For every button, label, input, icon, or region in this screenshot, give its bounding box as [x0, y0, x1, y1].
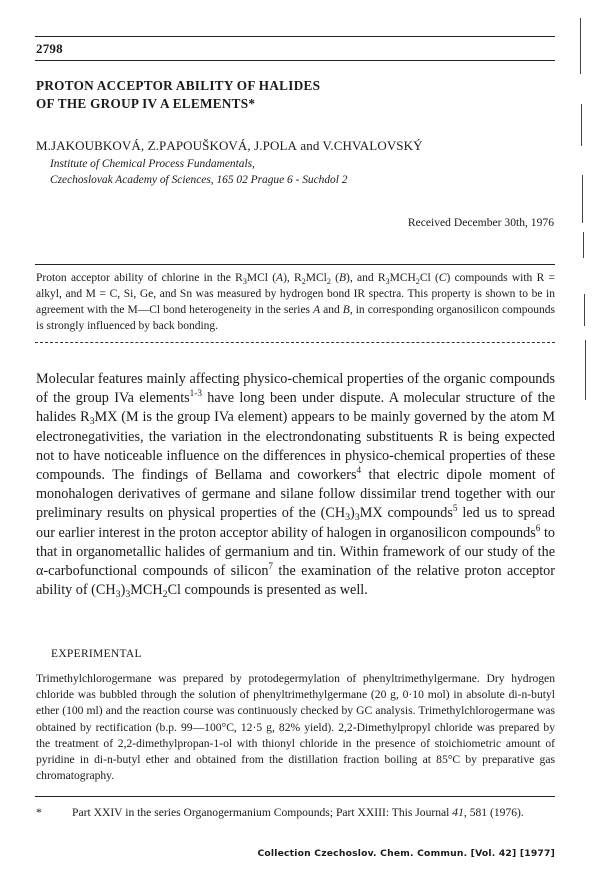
scan-edge-line: [585, 340, 586, 400]
citation: 5: [452, 503, 458, 514]
citation: 6: [535, 522, 541, 533]
article-title: [36, 77, 320, 113]
abstract-bottom-rule: [35, 342, 555, 343]
scan-edge-line: [581, 104, 582, 146]
scan-edge-line: [580, 18, 581, 74]
footnote: * Part XXIV in the series Organogermanium Compounds; Part XXIII: This Journal 41, 581 (1976).: [36, 806, 524, 819]
author-list: M.JAKOUBKOVÁ, Z.PAPOUŠKOVÁ, J.POLA and V.CHVALOVSKÝ: [36, 138, 423, 153]
title-line-1: PROTON ACCEPTOR ABILITY OF HALIDES: [36, 78, 321, 93]
author-3: J.POLA: [254, 138, 297, 153]
citation: 4: [356, 465, 362, 476]
author-4: V.CHVALOVSKÝ: [322, 138, 423, 153]
affiliation: Institute of Chemical Process Fundamentals, Czechoslovak Academy of Sciences, 165 02 Prague 6 - Suchdol 2: [50, 158, 348, 186]
abstract: Proton acceptor ability of chlorine in the $R_3MCl$ (A), $R_2MCl_2$ (B), and $R_3MCH_2Cl$ (C) compounds with R = alkyl, and M = C, Si, Ge, and Sn was measured by hydrogen bond IR spectra. This property is shown to be in agreement with the M—Cl bond heterogeneity in the series A and B, in corresponding organosilicon compounds is strongly influenced by back bonding.: [36, 272, 556, 332]
section-heading-experimental: EXPERIMENTAL: [51, 648, 142, 660]
header-bottom-rule: [35, 60, 555, 61]
citation: 7: [268, 561, 274, 572]
citation: 1-3: [189, 388, 202, 399]
scan-edge-line: [584, 294, 585, 326]
experimental-paragraph: Trimethylchlorogermane was prepared by protodegermylation of phenyltrimethylgermane. Dry hydrogen chloride was bubbled through the solution of phenyltrimethylgermane (20 g, 0·10 mol) in absolute di-n-butyl ether (100 ml) and the reaction course was continuously checked by GC analysis. Trimethylchlorogermane was obtained by rectification (b.p. 99—100°C, 12·5 g, 82% yield). 2,2-Dimethylpropyl chloride was prepared by the treatment of 2,2-dimethylpropan-1-ol with thionyl chloride in the presence of stoichiometric amount of pyridine in di-n-butyl ether and obtained from the distillation fraction boiling at 85°C by preparative gas chromatography.: [36, 672, 555, 783]
introduction-paragraph: Molecular features mainly affecting physico-chemical properties of the organic compounds of the group IVa elements$^{1-3}$ have long been under dispute. A molecular structure of the halides $R_3MX$ (M is the group IVa element) appears to be mainly governed by the atom M electronegativities, the variation in the electrondonating substituents R is being expected not to have noticeable influence on the differences in physico-chemical properties of these compounds. The findings of Bellama and coworkers$^4$ that electric dipole moment of monohalogen derivatives of germane and silane follow dissimilar trend together with our preliminary results on physical properties of the $(CH_3)_3MX$ compounds$^5$ led us to spread our earlier interest in the proton acceptor ability of halogen in organosilicon compounds$^6$ to that in organometallic halides of germanium and tin. Within framework of our study of the α-carbofunctional compounds of silicon$^7$ the examination of the relative proton acceptor ability of $(CH_3)_3MCH_2Cl$ compounds is presented as well.: [36, 371, 556, 601]
title-line-2: OF THE GROUP IV A ELEMENTS*: [36, 96, 256, 111]
author-2: Z.PAPOUŠKOVÁ: [147, 138, 248, 153]
author-1: M.JAKOUBKOVÁ: [36, 138, 141, 153]
journal-citation-footer: Collection Czechoslov. Chem. Commun. [Vol. 42] [1977]: [257, 848, 555, 859]
footnote-marker: *: [36, 806, 42, 819]
abstract-top-rule: [35, 264, 555, 265]
page-number: 2798: [36, 41, 63, 56]
footnote-rule: [35, 796, 555, 797]
received-date: Received December 30th, 1976: [407, 216, 554, 229]
scan-edge-line: [583, 232, 584, 258]
scan-edge-line: [582, 175, 583, 223]
header-top-rule: [35, 36, 555, 37]
